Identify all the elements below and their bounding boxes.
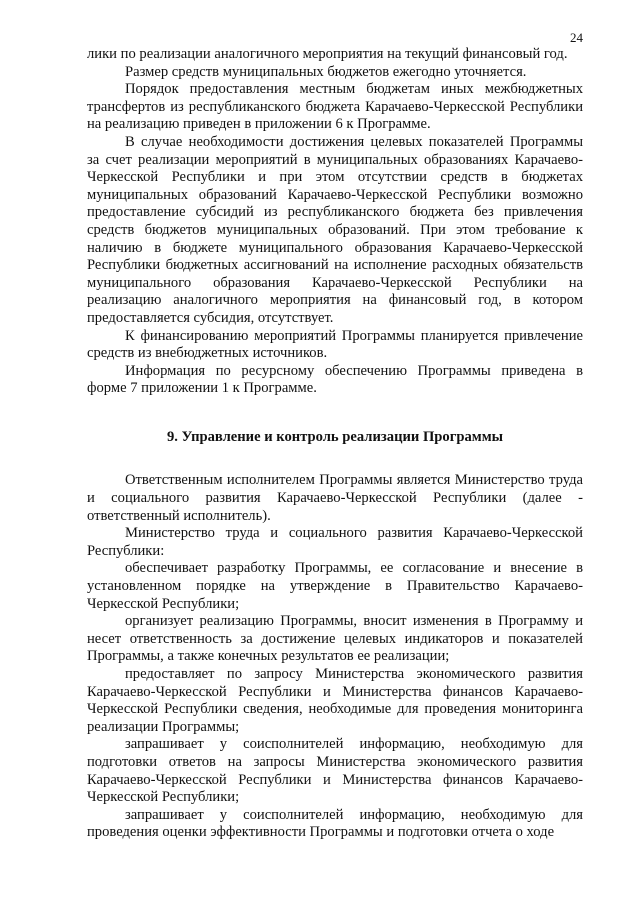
paragraph: Размер средств муниципальных бюджетов ежегодно уточняется. bbox=[125, 63, 527, 80]
paragraph: запрашивает у соисполнителей информацию, необходимую для проведения оценки эффективности Программы и подготовки отчета о ходе bbox=[87, 806, 583, 841]
paragraph: предоставляет по запросу Министерства экономического развития Карачаево-Черкесской Республики и Министерства финансов Карачаево-Черкесской Республики сведения, необходимые для проведения мониторинга реализации Программы; bbox=[87, 666, 583, 735]
page-number: 24 bbox=[570, 30, 583, 45]
paragraph: Ответственным исполнителем Программы является Министерство труда и социального развития Карачаево-Черкесской Республики (далее - ответственный исполнитель). bbox=[87, 472, 583, 524]
section-heading: 9. Управление и контроль реализации Программы bbox=[166, 428, 504, 445]
document-body bbox=[87, 46, 583, 842]
paragraph: В случае необходимости достижения целевых показателей Программы за счет реализации мероприятий в муниципальных образованиях Карачаево-Черкесской Республики и при этом отсутствии средств в бюджетах муниципальных образований Карачаево-Черкесской Республики возможно предоставление субсидий из республиканского бюджета без привлечения средств бюджетов муниципальных образований. При этом требование к наличию в бюджете муниципального образования Карачаево-Черкесской Республики бюджетных ассигнований на исполнение расходных обязательств муниципального образования Карачаево-Черкесской Республики на реализацию аналогичного мероприятия на финансовый год, в котором предоставляется субсидия, отсутствует. bbox=[87, 133, 583, 326]
paragraph: Информация по ресурсному обеспечению Программы приведена в форме 7 приложении 1 к Программе. bbox=[87, 362, 583, 397]
paragraph: Порядок предоставления местным бюджетам иных межбюджетных трансфертов из республиканского бюджета Карачаево-Черкесской Республики на реализацию приведен в приложении 6 к Программе. bbox=[87, 81, 583, 133]
paragraph: лики по реализации аналогичного мероприятия на текущий финансовый год. bbox=[87, 46, 568, 62]
paragraph: Министерство труда и социального развития Карачаево-Черкесской Республики: bbox=[87, 525, 583, 559]
paragraph: обеспечивает разработку Программы, ее согласование и внесение в установленном порядке на утверждение в Правительство Карачаево-Черкесской Республики; bbox=[87, 560, 583, 612]
paragraph: К финансированию мероприятий Программы планируется привлечение средств из внебюджетных источников. bbox=[87, 327, 583, 362]
paragraph: организует реализацию Программы, вносит изменения в Программу и несет ответственность за достижение целевых индикаторов и показателей Программы, а также конечных результатов ее реализации; bbox=[87, 613, 583, 665]
paragraph: запрашивает у соисполнителей информацию, необходимую для подготовки ответов на запросы Министерства экономического развития Карачаево-Черкесской Республики и Министерства финансов Карачаево-Черкесской Республики; bbox=[87, 736, 583, 806]
